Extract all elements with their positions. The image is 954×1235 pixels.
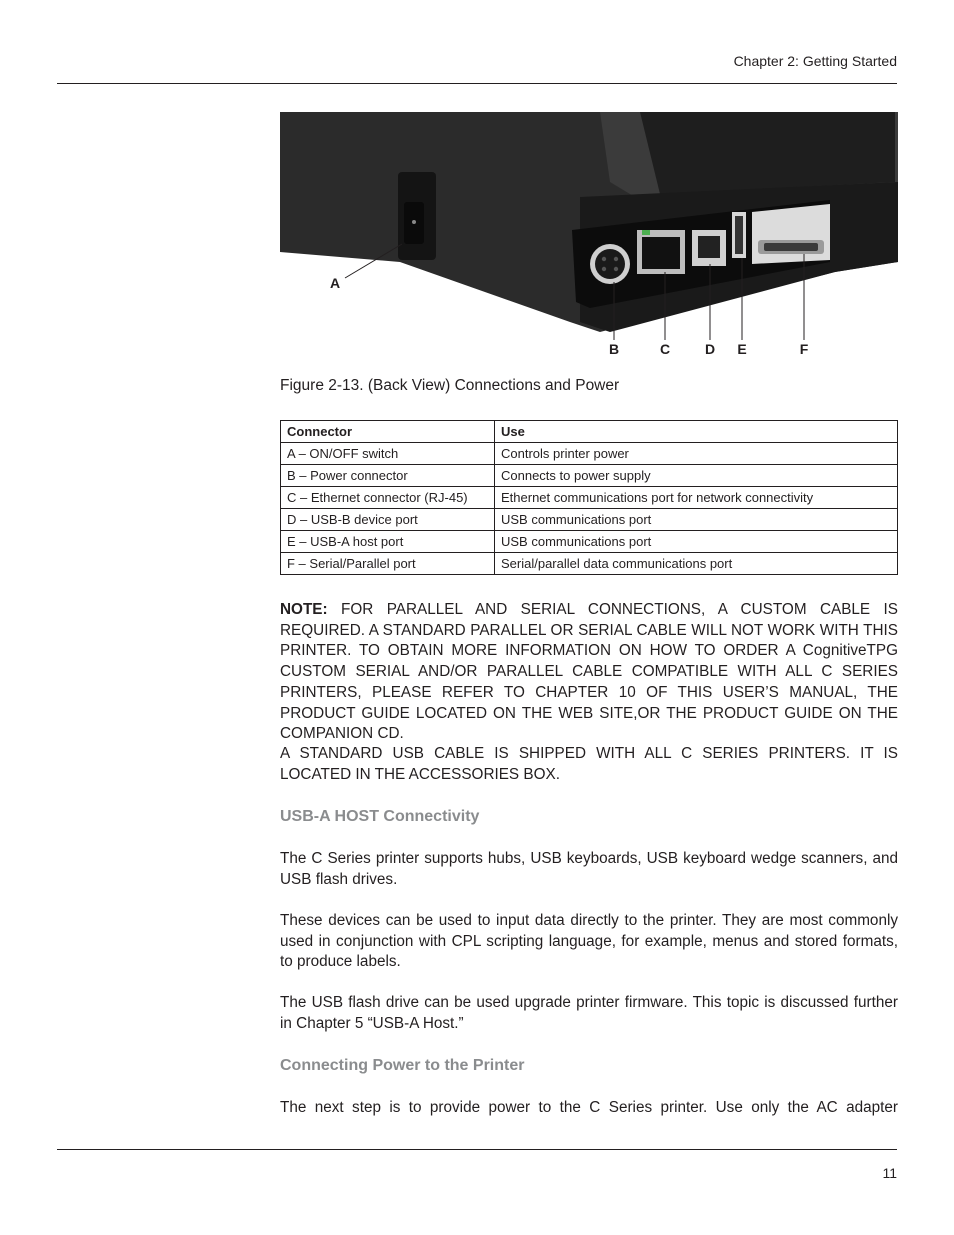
table-header-row [281,421,898,443]
table-cell: F – Serial/Parallel port [281,553,495,575]
label-e: E [737,341,747,357]
table-row [281,465,898,487]
header-use: Use [495,421,898,443]
label-d: D [704,341,716,357]
usb-host-paragraph-1: The C Series printer supports hubs, USB keyboards, USB keyboard wedge scanners, and USB flash drives. [280,850,898,888]
table-cell: B – Power connector [281,465,495,487]
table-cell: USB communications port [495,509,898,531]
note-label: NOTE: [280,601,328,618]
table-cell: Controls printer power [495,443,898,465]
note-text: FOR PARALLEL AND SERIAL CONNECTIONS, A CUSTOM CABLE IS REQUIRED. A STANDARD PARALLEL OR SERIAL CABLE WILL NOT WORK WITH THIS PRINTER. TO OBTAIN MORE INFORMATION ON HOW TO ORDER A CognitiveTPG CUSTOM SERIAL AND/OR PARALLEL CABLE COMPATIBLE WITH ALL C SERIES PRINTERS, PLEASE REFER TO CHAPTER 10 OF THIS USER’S MANUAL, THE PRODUCT GUIDE LOCATED ON THE WEB SITE,OR THE PRODUCT GUIDE ON THE COMPANION CD. [280,601,899,743]
label-c: C [659,341,671,357]
table-row [281,509,898,531]
power-paragraph: The next step is to provide power to the C Series printer. Use only the AC adapter [280,1099,898,1116]
connector-table [280,420,898,575]
table-cell: D – USB-B device port [281,509,495,531]
footer-rule [57,1149,897,1150]
power-heading: Connecting Power to the Printer [280,1057,525,1074]
usb-host-paragraph-2: These devices can be used to input data directly to the printer. They are most commonly used in conjunction with CPL scripting language, for example, menus and stored formats, to produce labels. [280,912,898,971]
table-cell: Serial/parallel data communications port [495,553,898,575]
header-connector: Connector [281,421,495,443]
table-cell: C – Ethernet connector (RJ-45) [281,487,495,509]
table-cell: Connects to power supply [495,465,898,487]
table-row [281,487,898,509]
running-header: Chapter 2: Getting Started [733,53,897,69]
table-cell: E – USB-A host port [281,531,495,553]
printer-back-view-figure [280,112,898,364]
table-cell: A – ON/OFF switch [281,443,495,465]
table-cell: Ethernet communications port for network connectivity [495,487,898,509]
figure-caption: Figure 2-13. (Back View) Connections and Power [280,377,620,394]
label-f: F [799,341,809,357]
table-row [281,531,898,553]
label-b: B [608,341,620,357]
label-a: A [329,275,341,291]
header-rule [57,83,897,84]
table-row [281,443,898,465]
usb-host-heading: USB-A HOST Connectivity [280,808,480,825]
usb-cable-paragraph: A STANDARD USB CABLE IS SHIPPED WITH ALL C SERIES PRINTERS. IT IS LOCATED IN THE ACCESSORIES BOX. [280,745,898,783]
page-number: 11 [882,1165,897,1181]
table-cell: USB communications port [495,531,898,553]
table-row [281,553,898,575]
usb-host-paragraph-3: The USB flash drive can be used upgrade printer firmware. This topic is discussed further in Chapter 5 “USB-A Host.” [280,994,898,1032]
note-paragraph [280,600,898,745]
